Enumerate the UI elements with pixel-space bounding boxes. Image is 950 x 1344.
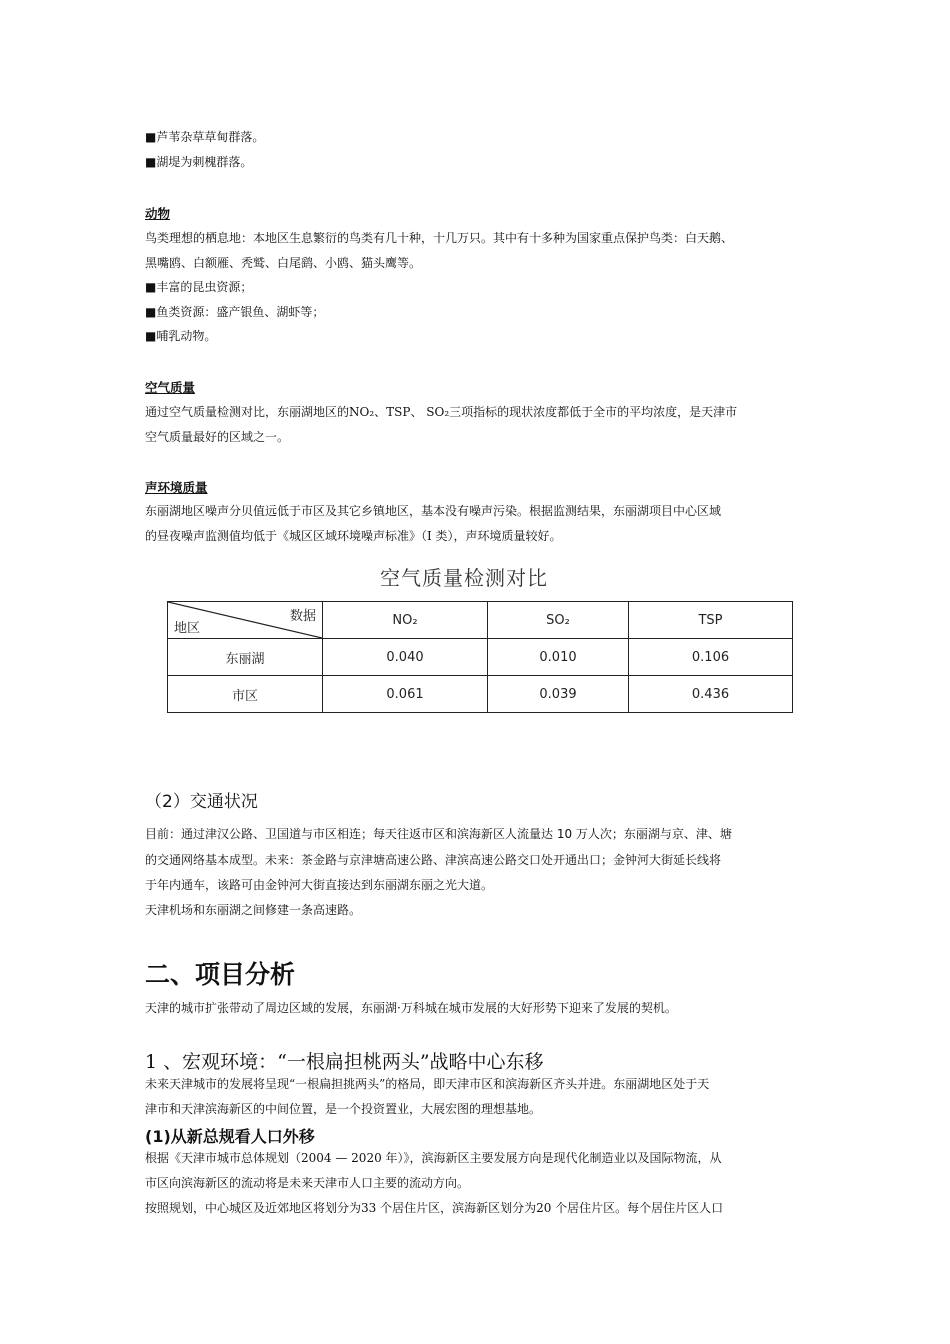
table-title: 空气质量检测对比 (380, 566, 548, 590)
column-header: NO₂ (323, 602, 488, 639)
corner-label-region: 地区 (174, 621, 201, 636)
paragraph-line: 东丽湖地区噪声分贝值远低于市区及其它乡镇地区，基本没有噪声污染。根据监测结果，东丽湖项目中心区域 (145, 504, 722, 518)
paragraph-line: 的昼夜噪声监测值均低于《城区区域环境噪声标准》（I 类），声环境质量较好。 (145, 529, 562, 543)
paragraph-line: 于年内通车，该路可由金钟河大街直接达到东丽湖东丽之光大道。 (145, 878, 494, 892)
corner-label-data: 数据 (289, 609, 316, 624)
section-title: 二、项目分析 (145, 960, 296, 989)
column-header: SO₂ (488, 602, 629, 639)
subsection-title: 1 、宏观环境：“一根扁担桃两头”战略中心东移 (145, 1051, 544, 1073)
region-cell: 市区 (168, 676, 323, 713)
table-row (168, 676, 793, 713)
air-quality-table (167, 601, 793, 713)
traffic-heading: （2）交通状况 (145, 792, 258, 812)
flora-item: ■湖堤为刺槐群落。 (145, 155, 253, 169)
paragraph-line: 按照规划，中心城区及近郊地区将划分为33 个居住片区，滨海新区划分为20 个居住片区。每个居住片区人口 (145, 1201, 724, 1215)
table-row (168, 639, 793, 676)
paragraph-line: 空气质量最好的区域之一。 (145, 430, 290, 444)
value-cell: 0.106 (629, 639, 793, 676)
value-cell: 0.010 (488, 639, 629, 676)
fauna-heading: 动物 (145, 206, 171, 221)
fauna-item: ■鱼类资源：盛产银鱼、湖虾等； (145, 305, 325, 319)
fauna-item: ■丰富的昆虫资源； (145, 280, 253, 294)
paragraph-line: 未来天津城市的发展将呈现“一根扁担挑两头”的格局，即天津市区和滨海新区齐头并进。东丽湖地区处于天 (145, 1077, 710, 1091)
paragraph-line: 天津的城市扩张带动了周边区域的发展，东丽湖·万科城在城市发展的大好形势下迎来了发展的契机。 (145, 1001, 677, 1015)
paragraph-line: 目前：通过津汉公路、卫国道与市区相连；每天往返市区和滨海新区人流量达 10 万人次；东丽湖与京、津、塘 (145, 827, 732, 841)
value-cell: 0.436 (629, 676, 793, 713)
paragraph-line: 天津机场和东丽湖之间修建一条高速路。 (145, 903, 362, 917)
flora-item: ■芦苇杂草草甸群落。 (145, 130, 265, 144)
value-cell: 0.039 (488, 676, 629, 713)
subsubsection-title: (1)从新总规看人口外移 (145, 1127, 315, 1146)
air-quality-heading: 空气质量 (145, 380, 196, 395)
corner-cell (168, 602, 323, 639)
table-header-row (168, 602, 793, 639)
paragraph-line: 津市和天津滨海新区的中间位置，是一个投资置业，大展宏图的理想基地。 (145, 1102, 542, 1116)
paragraph-line: 根据《天津市城市总体规划（2004 — 2020 年）》，滨海新区主要发展方向是现代化制造业以及国际物流，从 (145, 1151, 722, 1165)
paragraph-line: 鸟类理想的栖息地：本地区生息繁衍的鸟类有几十种，十几万只。其中有十多种为国家重点保护鸟类：白天鹅、 (145, 231, 734, 245)
paragraph-line: 的交通网络基本成型。未来：茶金路与京津塘高速公路、津滨高速公路交口处开通出口；金钟河大街延长线将 (145, 853, 722, 867)
noise-heading: 声环境质量 (145, 480, 208, 495)
region-cell: 东丽湖 (168, 639, 323, 676)
fauna-item: ■哺乳动物。 (145, 329, 217, 343)
value-cell: 0.040 (323, 639, 488, 676)
value-cell: 0.061 (323, 676, 488, 713)
paragraph-line: 黑嘴鸥、白额雁、秃鹫、白尾鹞、小鸥、猫头鹰等。 (145, 256, 422, 270)
paragraph-line: 市区向滨海新区的流动将是未来天津市人口主要的流动方向。 (145, 1176, 470, 1190)
paragraph-line: 通过空气质量检测对比，东丽湖地区的NO₂、TSP、 SO₂三项指标的现状浓度都低于全市的平均浓度，是天津市 (145, 405, 738, 419)
column-header: TSP (629, 602, 793, 639)
